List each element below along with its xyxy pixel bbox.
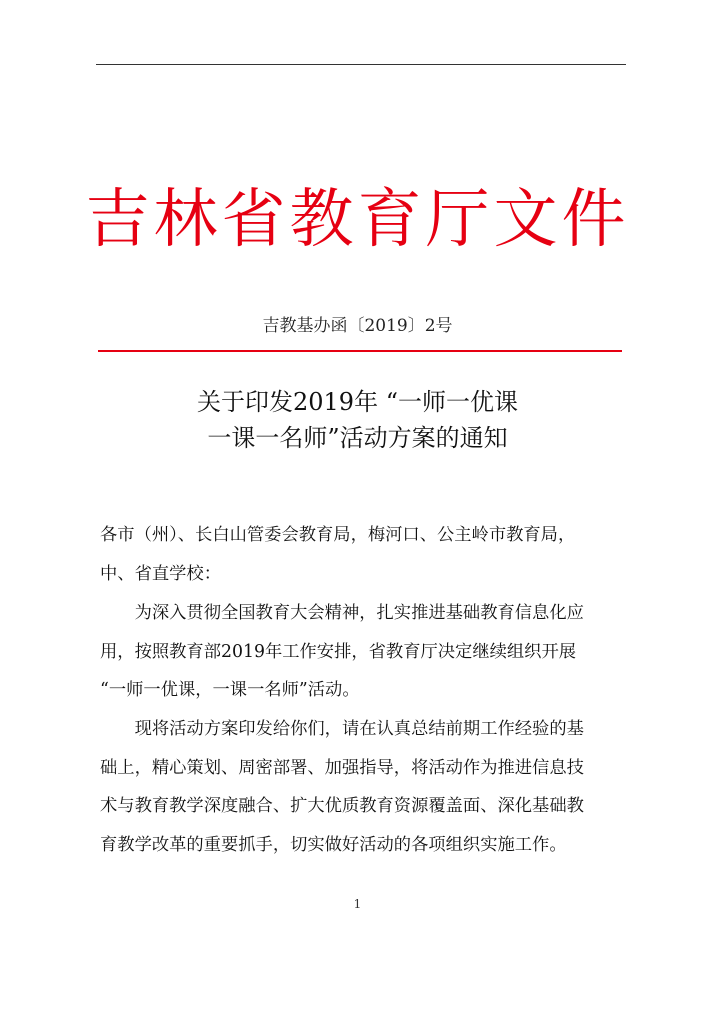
notice-title-line-1: 关于印发2019年 “一师一优课 <box>197 388 518 416</box>
paragraph-line: 为深入贯彻全国教育大会精神，扎实推进基础教育信息化应 <box>100 603 584 623</box>
red-divider <box>98 350 622 352</box>
salutation-line: 中、省直学校： <box>100 563 221 584</box>
salutation <box>100 516 630 593</box>
paragraph-line: 现将活动方案印发给你们，请在认真总结前期工作经验的基 <box>100 719 584 739</box>
paragraph-line: 础上，精心策划、周密部署、加强指导，将活动作为推进信息技 <box>100 757 584 778</box>
document-number: 吉教基办函〔2019〕2号 <box>262 316 453 336</box>
top-divider <box>96 64 626 65</box>
paragraph-line: 用，按照教育部2019年工作安排，省教育厅决定继续组织开展 <box>100 641 577 662</box>
paragraph-line: 育教学改革的重要抓手，切实做好活动的各项组织实施工作。 <box>100 834 567 855</box>
masthead-title: 吉林省教育厅文件 <box>85 183 630 257</box>
notice-title-line-2: 一课一名师”活动方案的通知 <box>207 424 508 452</box>
body-paragraph-2 <box>100 710 630 864</box>
page-number: 1 <box>353 897 362 911</box>
paragraph-line: 术与教育教学深度融合、扩大优质教育资源覆盖面、深化基础教 <box>100 796 584 817</box>
body-paragraph-1 <box>100 594 630 710</box>
paragraph-line: “一师一优课，一课一名师”活动。 <box>100 680 360 701</box>
salutation-line: 各市（州）、长白山管委会教育局，梅河口、公主岭市教育局， <box>100 525 576 545</box>
